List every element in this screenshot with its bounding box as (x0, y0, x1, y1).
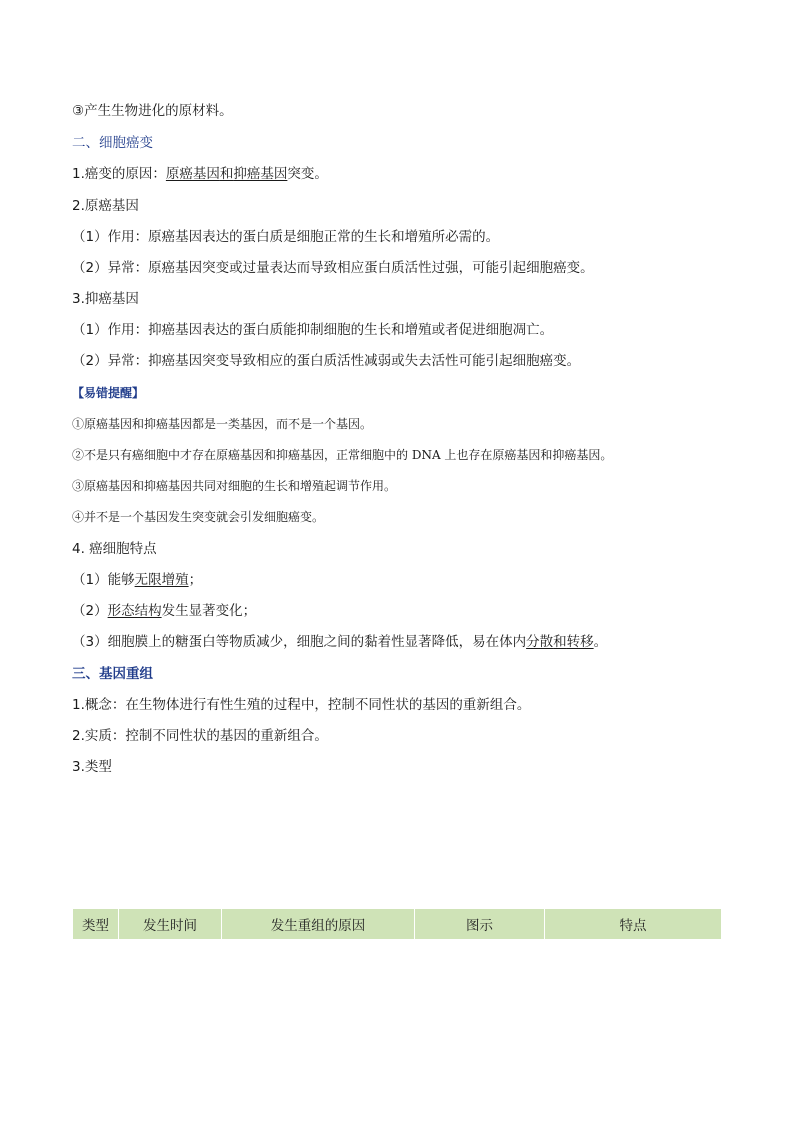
section-heading-cell-cancer (72, 134, 153, 152)
text-line (72, 321, 553, 339)
subheading (72, 540, 157, 558)
column-header-time: 发生时间 (119, 909, 222, 940)
subheading (72, 758, 112, 776)
text: 1.概念：在生物体进行有性生殖的过程中，控制不同性状的基因的重新组合。 (72, 697, 531, 713)
text: 。 (593, 634, 608, 650)
tip-item (72, 477, 396, 495)
underlined-term: 和 (553, 634, 567, 650)
tip-item (72, 415, 372, 433)
text-line (72, 352, 580, 370)
text: 1.癌变的原因： (72, 166, 166, 182)
underlined-term: 和 (219, 166, 234, 182)
text-line (72, 571, 202, 589)
text-line (72, 102, 233, 120)
text: 4. 癌细胞特点 (72, 541, 157, 557)
text: （3）细胞膜上的糖蛋白等物质减少，细胞之间的黏着性显著降低，易在体内 (72, 634, 527, 650)
text-line (72, 259, 594, 277)
tip-title (72, 384, 144, 402)
text: 【易错提醒】 (72, 386, 145, 400)
text: 发生显著变化； (161, 603, 257, 619)
section-heading-gene-recombination (72, 665, 153, 683)
column-header-type: 类型 (73, 909, 119, 940)
column-header-diagram: 图示 (415, 909, 545, 940)
underlined-term: 抑癌基因 (233, 166, 288, 182)
text: ③产生生物进化的原材料。 (72, 103, 233, 119)
underlined-term: 无限增殖 (134, 572, 189, 588)
text: ③原癌基因和抑癌基因共同对细胞的生长和增殖起调节作用。 (72, 479, 397, 493)
text: （1）能够 (72, 572, 135, 588)
text-line (72, 696, 530, 714)
text-line (72, 228, 499, 246)
underlined-term: 原癌基因 (165, 166, 220, 182)
heading-text: 三、基因重组 (72, 666, 153, 682)
text: ②不是只有癌细胞中才存在原癌基因和抑癌基因，正常细胞中的 DNA 上也存在原癌基因和抑癌基因。 (72, 448, 613, 462)
underlined-term: 形态结构 (107, 603, 162, 619)
tip-item (72, 446, 612, 464)
text: ④并不是一个基因发生突变就会引发细胞癌变。 (72, 510, 325, 524)
text: 突变。 (287, 166, 328, 182)
table-header-row (73, 909, 722, 940)
subheading (72, 197, 139, 215)
text: ①原癌基因和抑癌基因都是一类基因，而不是一个基因。 (72, 417, 373, 431)
column-header-cause: 发生重组的原因 (222, 909, 415, 940)
text: 3.抑癌基因 (72, 291, 139, 307)
text-line (72, 165, 328, 183)
recombination-types-table (72, 908, 722, 940)
text: 3.类型 (72, 759, 112, 775)
text-line (72, 602, 256, 620)
text: （2） (72, 603, 108, 619)
text: 2.原癌基因 (72, 198, 139, 214)
text: （2）异常：抑癌基因突变导致相应的蛋白质活性减弱或失去活性可能引起细胞癌变。 (72, 353, 581, 369)
column-header-features: 特点 (545, 909, 722, 940)
text: （1）作用：抑癌基因表达的蛋白质能抑制细胞的生长和增殖或者促进细胞凋亡。 (72, 322, 554, 338)
underlined-term: 分散 (526, 634, 554, 650)
tip-item (72, 508, 324, 526)
heading-text: 二、细胞癌变 (72, 135, 153, 151)
underlined-term: 转移 (566, 634, 594, 650)
text: （1）作用：原癌基因表达的蛋白质是细胞正常的生长和增殖所必需的。 (72, 229, 500, 245)
text-line (72, 727, 328, 745)
text-line (72, 633, 607, 651)
subheading (72, 290, 139, 308)
text: ； (188, 572, 203, 588)
text: 2.实质：控制不同性状的基因的重新组合。 (72, 728, 328, 744)
text: （2）异常：原癌基因突变或过量表达而导致相应蛋白质活性过强，可能引起细胞癌变。 (72, 260, 594, 276)
